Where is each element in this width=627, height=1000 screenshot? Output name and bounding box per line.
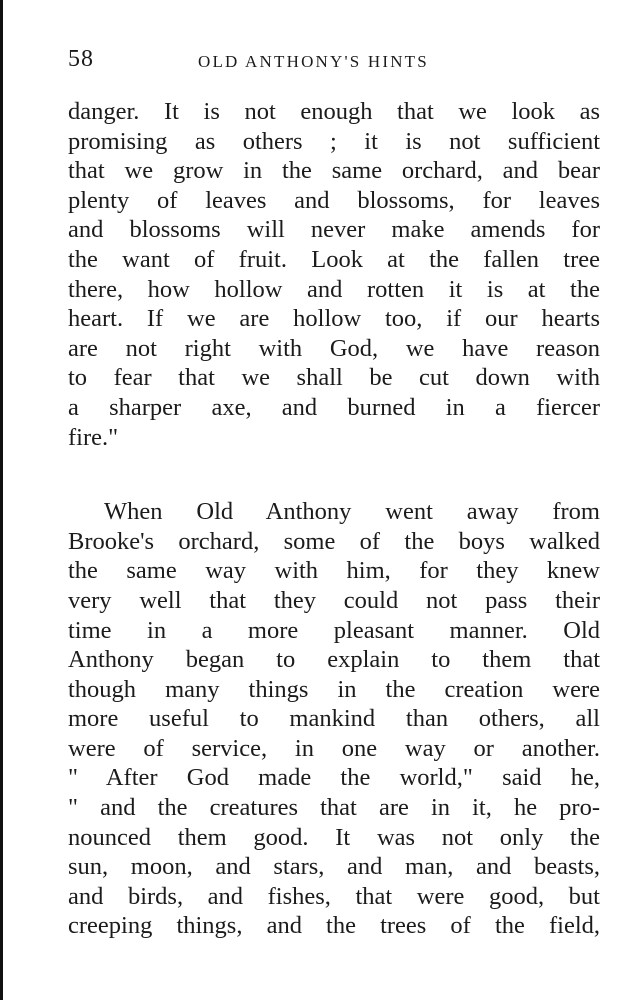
text-line: the want of fruit. Look at the fallen tree	[68, 245, 600, 273]
text-line: nounced them good. It was not only the	[68, 823, 600, 851]
text-line: and blossoms will never make amends for	[68, 216, 600, 244]
body-text	[68, 97, 600, 941]
text-line: a sharper axe, and burned in a fiercer	[68, 393, 600, 421]
text-line: " and the creatures that are in it, he pro-	[68, 794, 600, 822]
text-line: very well that they could not pass their	[68, 586, 600, 614]
text-line: sun, moon, and stars, and man, and beasts,	[68, 853, 600, 881]
page-number: 58	[68, 46, 94, 72]
text-line: there, how hollow and rotten it is at the	[68, 275, 600, 303]
text-line: " After God made the world," said he,	[68, 764, 600, 792]
text-line: danger. It is not enough that we look as	[68, 98, 600, 125]
text-line: time in a more pleasant manner. Old	[68, 616, 600, 644]
text-line: Anthony began to explain to them that	[68, 646, 600, 674]
paragraph-gap	[68, 452, 600, 497]
page-header	[68, 46, 600, 76]
running-head: OLD ANTHONY'S HINTS	[198, 52, 429, 71]
text-line: When Old Anthony went away from	[104, 498, 600, 526]
text-line: that we grow in the same orchard, and bear	[68, 157, 600, 185]
text-line: though many things in the creation were	[68, 675, 600, 703]
text-line: plenty of leaves and blossoms, for leaves	[68, 186, 600, 214]
text-line: the same way with him, for they knew	[68, 557, 600, 585]
text-line: Brooke's orchard, some of the boys walked	[68, 527, 600, 555]
page-edge	[0, 0, 3, 1000]
text-line: to fear that we shall be cut down with	[68, 364, 600, 392]
text-line: were of service, in one way or another.	[68, 734, 600, 762]
text-line: promising as others ; it is not sufficient	[68, 127, 600, 155]
paragraph-2	[68, 497, 600, 941]
paragraph-1	[68, 97, 600, 452]
text-line: fire."	[68, 423, 119, 451]
text-line: heart. If we are hollow too, if our hearts	[68, 305, 600, 333]
text-line: creeping things, and the trees of the field,	[68, 912, 600, 940]
text-line: more useful to mankind than others, all	[68, 705, 600, 733]
text-line: are not right with God, we have reason	[68, 334, 600, 362]
text-line: and birds, and fishes, that were good, but	[68, 882, 600, 910]
